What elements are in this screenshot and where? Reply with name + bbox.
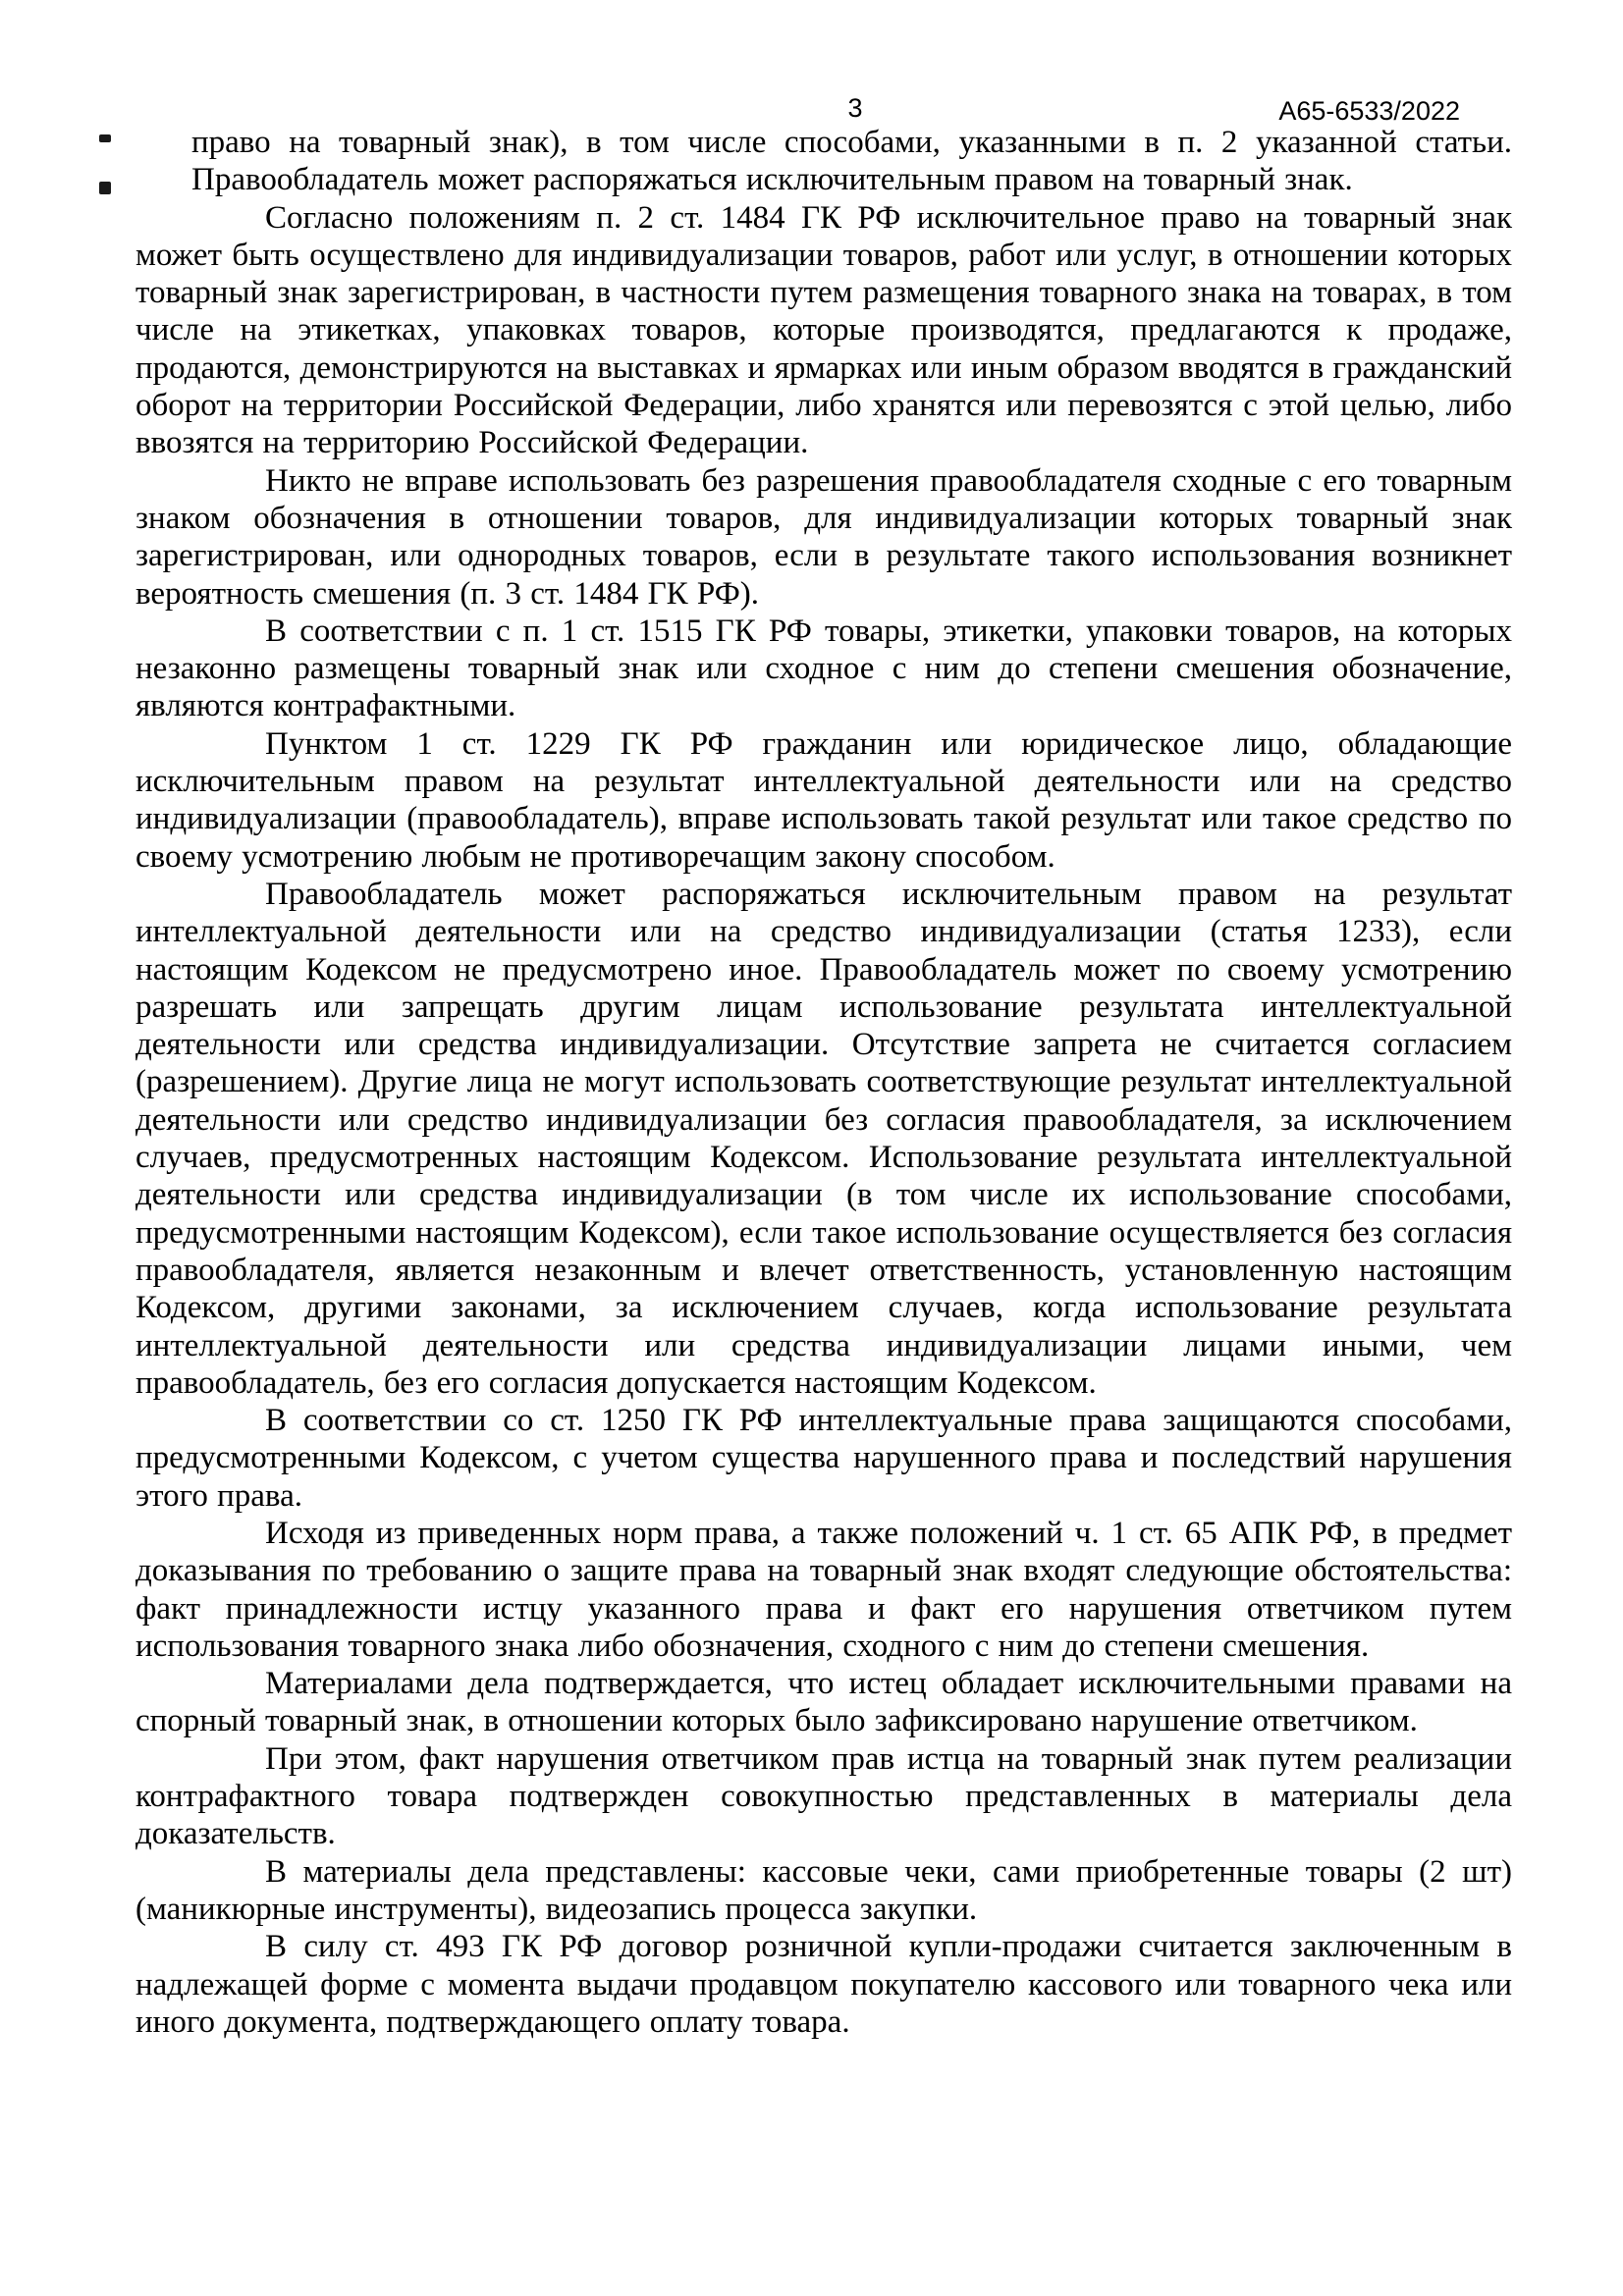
page-number: 3 xyxy=(847,93,863,123)
paragraph: Исходя из приведенных норм права, а также положений ч. 1 ст. 65 АПК РФ, в предмет доказывания по требованию о защите права на товарный знак входят следующие обстоятельства: факт принадлежности истцу указанного права и факт его нарушения ответчиком путем использования товарного знака либо обозначения, сходного с ним до степени смешения. xyxy=(135,1515,1512,1664)
paragraph: Согласно положениям п. 2 ст. 1484 ГК РФ исключительное право на товарный знак может быть осуществлено для индивидуализации товаров, работ или услуг, в отношении которых товарный знак зарегистрирован, в частности путем размещения товарного знака на товарах, в том числе на этикетках, упаковках товаров, которые производятся, предлагаются к продаже, продаются, демонстрируются на выставках и ярмарках или иным образом вводятся в гражданский оборот на территории Российской Федерации, либо хранятся или перевозятся с этой целью, либо ввозятся на территорию Российской Федерации. xyxy=(135,199,1512,461)
paragraph: При этом, факт нарушения ответчиком прав истца на товарный знак путем реализации контрафактного товара подтвержден совокупностью представленных в материалы дела доказательств. xyxy=(135,1740,1512,1852)
page-header xyxy=(135,95,1512,127)
paragraph: В соответствии со ст. 1250 ГК РФ интеллектуальные права защищаются способами, предусмотренными Кодексом, с учетом существа нарушенного права и последствий нарушения этого права. xyxy=(135,1403,1512,1514)
paragraph: Правообладатель может распоряжаться исключительным правом на результат интеллектуальной деятельности или на средство индивидуализации (статья 1233), если настоящим Кодексом не предусмотрено иное. Правообладатель может по своему усмотрению разрешать или запрещать другим лицам использование результата интеллектуальной деятельности или средства индивидуализации. Отсутствие запрета не считается согласием (разрешением). Другие лица не могут использовать соответствующие результат интеллектуальной деятельности или средство индивидуализации без согласия правообладателя, за исключением случаев, предусмотренных настоящим Кодексом. Использование результата интеллектуальной деятельности или средства индивидуализации (в том числе их использование способами, предусмотренными настоящим Кодексом), если такое использование осуществляется без согласия правообладателя, является незаконным и влечет ответственность, установленную настоящим Кодексом, другими законами, за исключением случаев, когда использование результата интеллектуальной деятельности или средства индивидуализации лицами иными, чем правообладатель, без его согласия допускается настоящим Кодексом. xyxy=(135,876,1512,1401)
paragraph: право на товарный знак), в том числе способами, указанными в п. 2 указанной статьи. Правообладатель может распоряжаться исключительным правом на товарный знак. xyxy=(191,125,1512,198)
scan-artifact xyxy=(99,182,111,194)
paragraph: В материалы дела представлены: кассовые чеки, сами приобретенные товары (2 шт) (маникюрные инструменты), видеозапись процесса закупки. xyxy=(135,1853,1512,1927)
paragraph: Материалами дела подтверждается, что истец обладает исключительными правами на спорный товарный знак, в отношении которых было зафиксировано нарушение ответчиком. xyxy=(135,1666,1512,1739)
case-number: А65-6533/2022 xyxy=(1278,96,1460,126)
paragraph: В соответствии с п. 1 ст. 1515 ГК РФ товары, этикетки, упаковки товаров, на которых незаконно размещены товарный знак или сходное с ним до степени смешения обозначение, являются контрафактными. xyxy=(135,613,1512,724)
paragraph: Никто не вправе использовать без разрешения правообладателя сходные с его товарным знаком обозначения в отношении товаров, для индивидуализации которых товарный знак зарегистрирован, или однородных товаров, если в результате такого использования возникнет вероятность смешения (п. 3 ст. 1484 ГК РФ). xyxy=(135,462,1512,612)
scan-artifact xyxy=(99,134,111,142)
document-body xyxy=(135,124,1512,2041)
paragraph: В силу ст. 493 ГК РФ договор розничной купли-продажи считается заключенным в надлежащей форме с момента выдачи продавцом покупателю кассового или товарного чека или иного документа, подтверждающего оплату товара. xyxy=(135,1929,1512,2040)
paragraph: Пунктом 1 ст. 1229 ГК РФ гражданин или юридическое лицо, обладающие исключительным правом на результат интеллектуальной деятельности или на средство индивидуализации (правообладатель), вправе использовать такой результат или такое средство по своему усмотрению любым не противоречащим закону способом. xyxy=(135,725,1512,875)
